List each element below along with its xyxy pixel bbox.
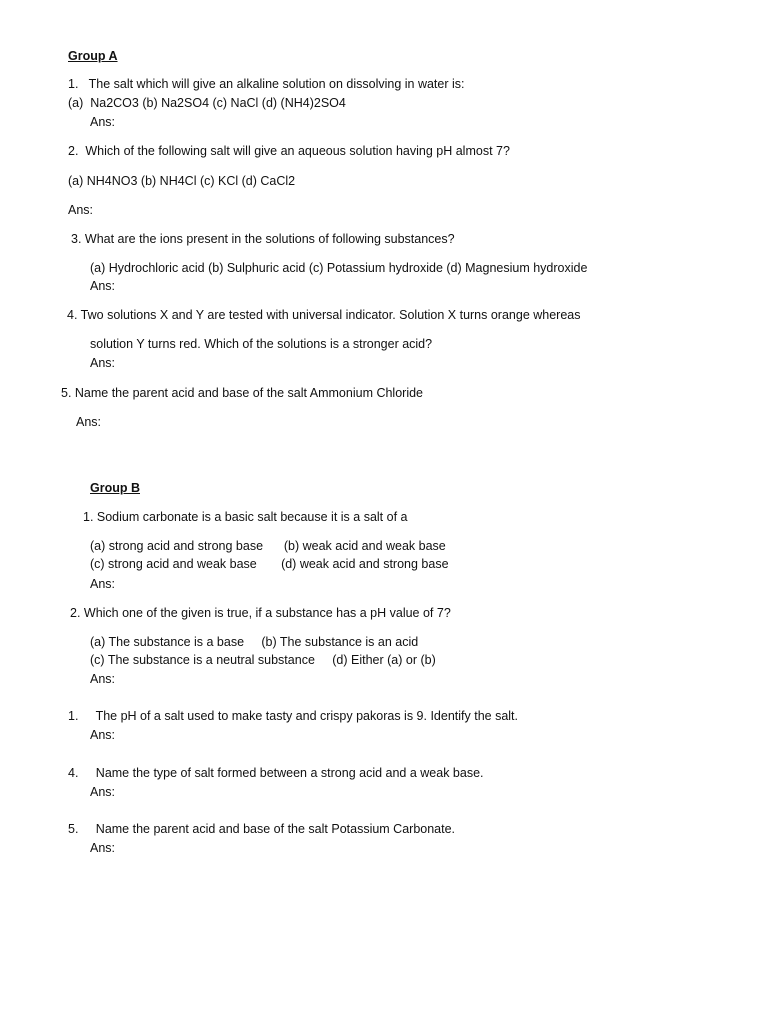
group-b-q1-options-line-2: (c) strong acid and weak base (d) weak acid and strong base	[90, 557, 449, 571]
group-b-q4-stem: 4. Name the type of salt formed between a strong acid and a weak base.	[68, 766, 484, 780]
group-b-q2-answer-label: Ans:	[90, 672, 116, 686]
group-a-q4-answer-label: Ans:	[90, 356, 116, 370]
group-b-q3-stem: 1. The pH of a salt used to make tasty and crispy pakoras is 9. Identify the salt.	[68, 709, 518, 723]
group-a-q5-answer-label: Ans:	[76, 415, 102, 429]
group-b-q5-stem: 5. Name the parent acid and base of the salt Potassium Carbonate.	[68, 822, 456, 836]
group-b-q1-answer-label: Ans:	[90, 577, 116, 591]
group-a-q1-options: (a) Na2CO3 (b) Na2SO4 (c) NaCl (d) (NH4)2SO4	[68, 96, 346, 110]
group-a-heading: Group A	[68, 49, 118, 63]
group-a-q3-answer-label: Ans:	[90, 279, 116, 293]
group-b-q2-options-line-1: (a) The substance is a base (b) The substance is an acid	[90, 635, 419, 649]
group-a-q2-answer-label: Ans:	[68, 203, 94, 217]
group-a-q1-stem: 1. The salt which will give an alkaline solution on dissolving in water is:	[68, 77, 465, 91]
group-a-q2-stem: 2. Which of the following salt will give an aqueous solution having pH almost 7?	[68, 144, 510, 158]
group-b-q5-answer-label: Ans:	[90, 841, 116, 855]
group-a-q4-stem-line-2: solution Y turns red. Which of the solutions is a stronger acid?	[90, 337, 433, 351]
group-a-q2-options: (a) NH4NO3 (b) NH4Cl (c) KCl (d) CaCl2	[68, 174, 296, 188]
group-b-q1-options-line-1: (a) strong acid and strong base (b) weak acid and weak base	[90, 539, 446, 553]
group-a-q5-stem: 5. Name the parent acid and base of the salt Ammonium Chloride	[61, 386, 424, 400]
group-a-q4-stem-line-1: 4. Two solutions X and Y are tested with universal indicator. Solution X turns orange whereas	[67, 308, 581, 322]
group-b-heading: Group B	[90, 481, 140, 495]
group-a-q1-answer-label: Ans:	[90, 115, 116, 129]
group-b-q2-options-line-2: (c) The substance is a neutral substance (d) Either (a) or (b)	[90, 653, 436, 667]
group-b-q3-answer-label: Ans:	[90, 728, 116, 742]
group-b-q4-answer-label: Ans:	[90, 785, 116, 799]
group-a-q3-stem: 3. What are the ions present in the solutions of following substances?	[71, 232, 455, 246]
group-b-q2-stem: 2. Which one of the given is true, if a substance has a pH value of 7?	[70, 606, 451, 620]
group-b-q1-stem: 1. Sodium carbonate is a basic salt because it is a salt of a	[83, 510, 408, 524]
group-a-q3-options: (a) Hydrochloric acid (b) Sulphuric acid (c) Potassium hydroxide (d) Magnesium hydroxide	[90, 261, 588, 275]
